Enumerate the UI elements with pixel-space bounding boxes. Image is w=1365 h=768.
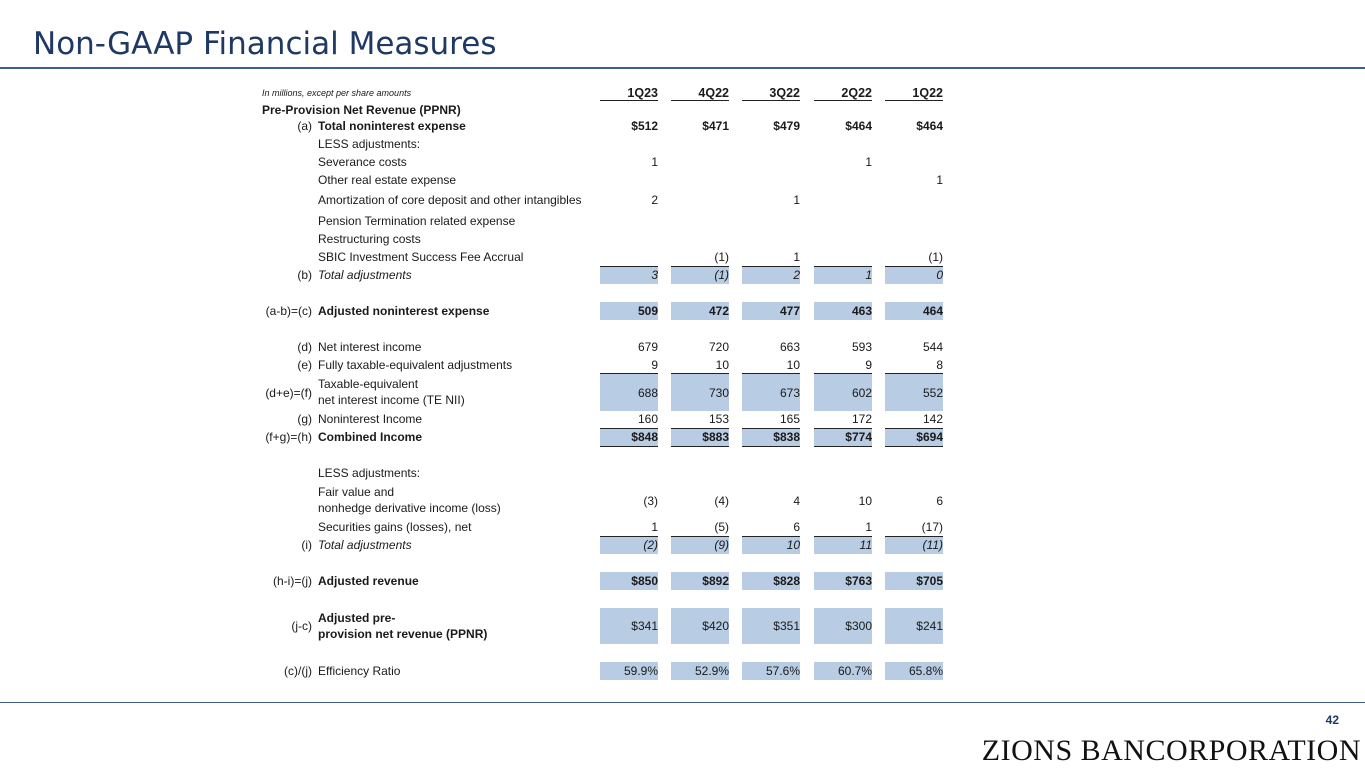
row-tag: (j-c) <box>291 619 312 633</box>
row-value: 57.6% <box>765 664 800 678</box>
row-value: $351 <box>773 619 800 633</box>
row-value: 509 <box>637 304 658 318</box>
row-value: 1 <box>865 155 872 169</box>
row-value: 720 <box>708 340 729 354</box>
row-value: 673 <box>779 386 800 400</box>
header-divider <box>0 67 1365 69</box>
column-header: 1Q22 <box>885 86 943 101</box>
row-label: Fully taxable-equivalent adjustments <box>318 358 513 372</box>
row-value: 142 <box>922 412 943 426</box>
row-value: 1 <box>793 193 800 207</box>
row-value: 663 <box>779 340 800 354</box>
page-number: 42 <box>1325 713 1339 727</box>
row-label: Pension Termination related expense <box>318 214 516 228</box>
row-label: Securities gains (losses), net <box>318 520 472 534</box>
row-label: Amortization of core deposit and other intangibles <box>318 193 582 207</box>
row-value: 9 <box>651 358 658 372</box>
row-label: Adjusted noninterest expense <box>318 304 490 318</box>
row-value: 1 <box>651 520 658 534</box>
row-label: Combined Income <box>318 430 423 444</box>
row-value: 602 <box>851 386 872 400</box>
row-label: Total adjustments <box>318 268 412 282</box>
row-value: 165 <box>779 412 800 426</box>
row-value: 679 <box>637 340 658 354</box>
row-label: Adjusted pre- <box>318 611 396 625</box>
row-tag: (g) <box>297 412 312 426</box>
row-value: $512 <box>631 119 658 133</box>
row-value: 1 <box>865 520 872 534</box>
row-value: 153 <box>708 412 729 426</box>
row-tag: (i) <box>301 538 312 552</box>
row-value: 65.8% <box>908 664 943 678</box>
row-tag: (a-b)=(c) <box>265 304 312 318</box>
row-tag: (d+e)=(f) <box>265 386 312 400</box>
row-label-line2: net interest income (TE NII) <box>318 393 465 407</box>
row-tag: (h-i)=(j) <box>273 574 312 588</box>
column-header: 1Q23 <box>600 86 658 101</box>
row-value: 1 <box>651 155 658 169</box>
row-value: 6 <box>793 520 800 534</box>
row-value: 477 <box>779 304 800 318</box>
row-value: (5) <box>714 520 729 534</box>
footer-divider <box>0 702 1365 703</box>
row-tag: (d) <box>297 340 312 354</box>
company-logo: ZIONS BANCORPORATION <box>981 734 1361 767</box>
row-value: 544 <box>922 340 943 354</box>
row-value: 472 <box>708 304 729 318</box>
row-value: 9 <box>865 358 872 372</box>
row-label: Net interest income <box>318 340 422 354</box>
row-value: 11 <box>859 538 872 552</box>
row-value: 10 <box>858 494 872 508</box>
row-label-line2: provision net revenue (PPNR) <box>318 627 488 641</box>
row-value: 52.9% <box>694 664 729 678</box>
row-value: $892 <box>702 574 729 588</box>
table-header-row <box>0 86 1365 100</box>
row-value: $838 <box>773 430 800 444</box>
row-value: $341 <box>631 619 658 633</box>
row-value: $464 <box>845 119 872 133</box>
row-label-line2: nonhedge derivative income (loss) <box>318 501 501 515</box>
row-value: 8 <box>936 358 943 372</box>
column-header: 3Q22 <box>742 86 800 101</box>
row-value: $705 <box>916 574 943 588</box>
row-value: 10 <box>786 538 800 552</box>
row-value: 730 <box>708 386 729 400</box>
row-tag: (f+g)=(h) <box>265 430 312 444</box>
row-value: (11) <box>922 538 943 552</box>
row-value: (9) <box>714 538 729 552</box>
row-value: (1) <box>714 268 729 282</box>
row-label: Total noninterest expense <box>318 119 466 133</box>
row-value: 1 <box>936 173 943 187</box>
row-value: (4) <box>714 494 729 508</box>
row-value: 593 <box>851 340 872 354</box>
row-label: LESS adjustments: <box>318 466 421 480</box>
row-tag: (b) <box>297 268 312 282</box>
row-tag: (a) <box>297 119 312 133</box>
row-value: 4 <box>793 494 800 508</box>
row-value: (1) <box>928 250 943 264</box>
row-value: 552 <box>922 386 943 400</box>
row-value: $694 <box>916 430 943 444</box>
row-label: Total adjustments <box>318 538 412 552</box>
row-label: Efficiency Ratio <box>318 664 401 678</box>
row-value: $464 <box>916 119 943 133</box>
row-value: 1 <box>793 250 800 264</box>
row-value: 6 <box>936 494 943 508</box>
row-value: 172 <box>851 412 872 426</box>
row-value: $300 <box>845 619 872 633</box>
row-value: (2) <box>643 538 658 552</box>
page-title: Non-GAAP Financial Measures <box>33 26 497 62</box>
row-label: Fair value and <box>318 485 395 499</box>
row-value: $848 <box>631 430 658 444</box>
row-value: $883 <box>702 430 729 444</box>
row-value: 2 <box>651 193 658 207</box>
row-value: 59.9% <box>623 664 658 678</box>
row-value: $774 <box>845 430 872 444</box>
row-value: 463 <box>851 304 872 318</box>
column-header: 4Q22 <box>671 86 729 101</box>
row-value: (3) <box>643 494 658 508</box>
row-value: (17) <box>921 520 943 534</box>
row-label: Taxable-equivalent <box>318 377 419 391</box>
row-value: $420 <box>702 619 729 633</box>
section-title: Pre-Provision Net Revenue (PPNR) <box>262 103 461 117</box>
row-value: $241 <box>916 619 943 633</box>
row-value: (1) <box>714 250 729 264</box>
row-value: 60.7% <box>837 664 872 678</box>
row-value: $479 <box>773 119 800 133</box>
row-label: SBIC Investment Success Fee Accrual <box>318 250 524 264</box>
row-value: $471 <box>702 119 729 133</box>
row-value: 1 <box>865 268 872 282</box>
row-label: Severance costs <box>318 155 407 169</box>
row-label: LESS adjustments: <box>318 137 421 151</box>
row-value: 464 <box>922 304 943 318</box>
column-header: 2Q22 <box>814 86 872 101</box>
row-value: 10 <box>786 358 800 372</box>
row-label: Noninterest Income <box>318 412 423 426</box>
row-value: $828 <box>773 574 800 588</box>
row-value: $850 <box>631 574 658 588</box>
row-value: 10 <box>715 358 729 372</box>
units-note: In millions, except per share amounts <box>262 88 412 98</box>
row-tag: (c)/(j) <box>284 664 312 678</box>
row-value: 0 <box>936 268 943 282</box>
row-tag: (e) <box>297 358 312 372</box>
row-value: 2 <box>793 268 800 282</box>
row-value: 160 <box>637 412 658 426</box>
row-label: Restructuring costs <box>318 232 421 246</box>
row-label: Other real estate expense <box>318 173 457 187</box>
row-value: 688 <box>637 386 658 400</box>
row-label: Adjusted revenue <box>318 574 419 588</box>
row-value: 3 <box>651 268 658 282</box>
row-value: $763 <box>845 574 872 588</box>
